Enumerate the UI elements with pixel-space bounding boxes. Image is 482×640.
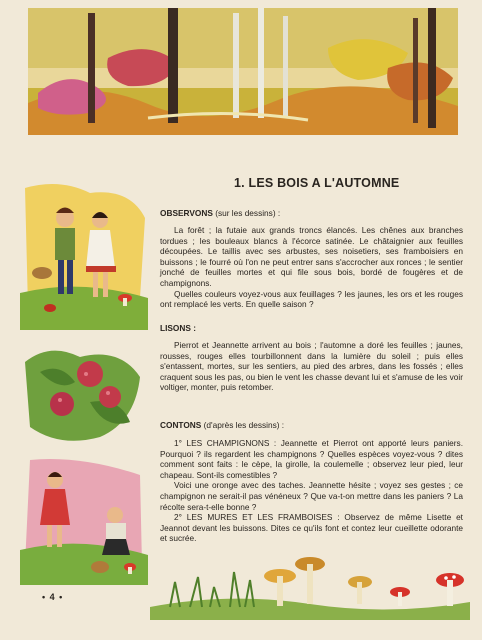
contons-label: CONTONS	[160, 420, 202, 430]
children-illustration	[20, 178, 148, 330]
observons-paragraph-2: Quelles couleurs voyez-vous aux feuillages ? les jaunes, les ors et les rouges ont remplacé les verts. En quelle saison ?	[160, 288, 463, 310]
chapter-title: 1. LES BOIS A L'AUTOMNE	[234, 176, 400, 190]
raspberries-illustration	[20, 342, 148, 448]
mushrooms-grass-illustration	[150, 552, 470, 620]
contons-heading	[160, 420, 284, 430]
mushroom-pickers-illustration	[20, 455, 148, 585]
contons-paragraph-1: 1° LES CHAMPIGNONS : Jeannette et Pierrot ont apporté leurs paniers. Pourquoi ? ils regardent les champignons ? Quelles espèces voyez-vous ? dites comment sont faits : le cèpe, la girolle, la coulemelle ; observez leur pied, leur chapeau. Sont-ils comestibles ?	[160, 438, 463, 480]
observons-heading	[160, 208, 280, 218]
observons-label: OBSERVONS	[160, 208, 213, 218]
contons-paragraph-3: 2° LES MURES ET LES FRAMBOISES : Observez de même Lisette et Jeannot devant les buissons. Dites ce qu'ils font et contez leur cueillette odorante et sucrée.	[160, 512, 463, 544]
lisons-heading	[160, 323, 196, 333]
lisons-paragraph-1: Pierrot et Jeannette arrivent au bois ; l'automne a doré les feuilles ; jaunes, rousses, rouges elles tourbillonnent dans la lumière du soleil ; puis elles s'entassent, mortes, sur les sentiers, au pied des arbres, dans les fossés ; elles craquent sous les pas, ou bien le vent les chasse devant lui et s'amuse de les voir voltiger, monter, puis retomber.	[160, 340, 463, 393]
contons-note: (d'après les dessins) :	[203, 420, 285, 430]
observons-note: (sur les dessins) :	[215, 208, 281, 218]
contons-paragraph-2: Voici une oronge avec des taches. Jeannette hésite ; voyez ses gestes ; ce champignon ne serait-il pas vénéneux ? Que va-t-on mettre dans les paniers ? La récolte sera-t-elle bonne ?	[160, 480, 463, 512]
lisons-label: LISONS :	[160, 323, 196, 333]
page-number: • 4 •	[42, 592, 64, 602]
observons-text	[160, 225, 463, 310]
forest-illustration	[28, 8, 458, 135]
observons-paragraph-1: La forêt ; la futaie aux grands troncs élancés. Les chênes aux branches tordues ; les bouleaux blancs à l'écorce satinée. Le châtaignier aux feuilles découpées. Le taillis avec ses arbustes, ses noisetiers, ses framboisiers en buissons ; le fourré où l'on ne peut entrer sans s'accrocher aux ronces ; le sentier jonché de feuilles mortes et qui file sous bois, bordé de fougères et de champignons.	[160, 225, 463, 288]
lisons-text	[160, 340, 463, 393]
contons-text	[160, 438, 463, 544]
